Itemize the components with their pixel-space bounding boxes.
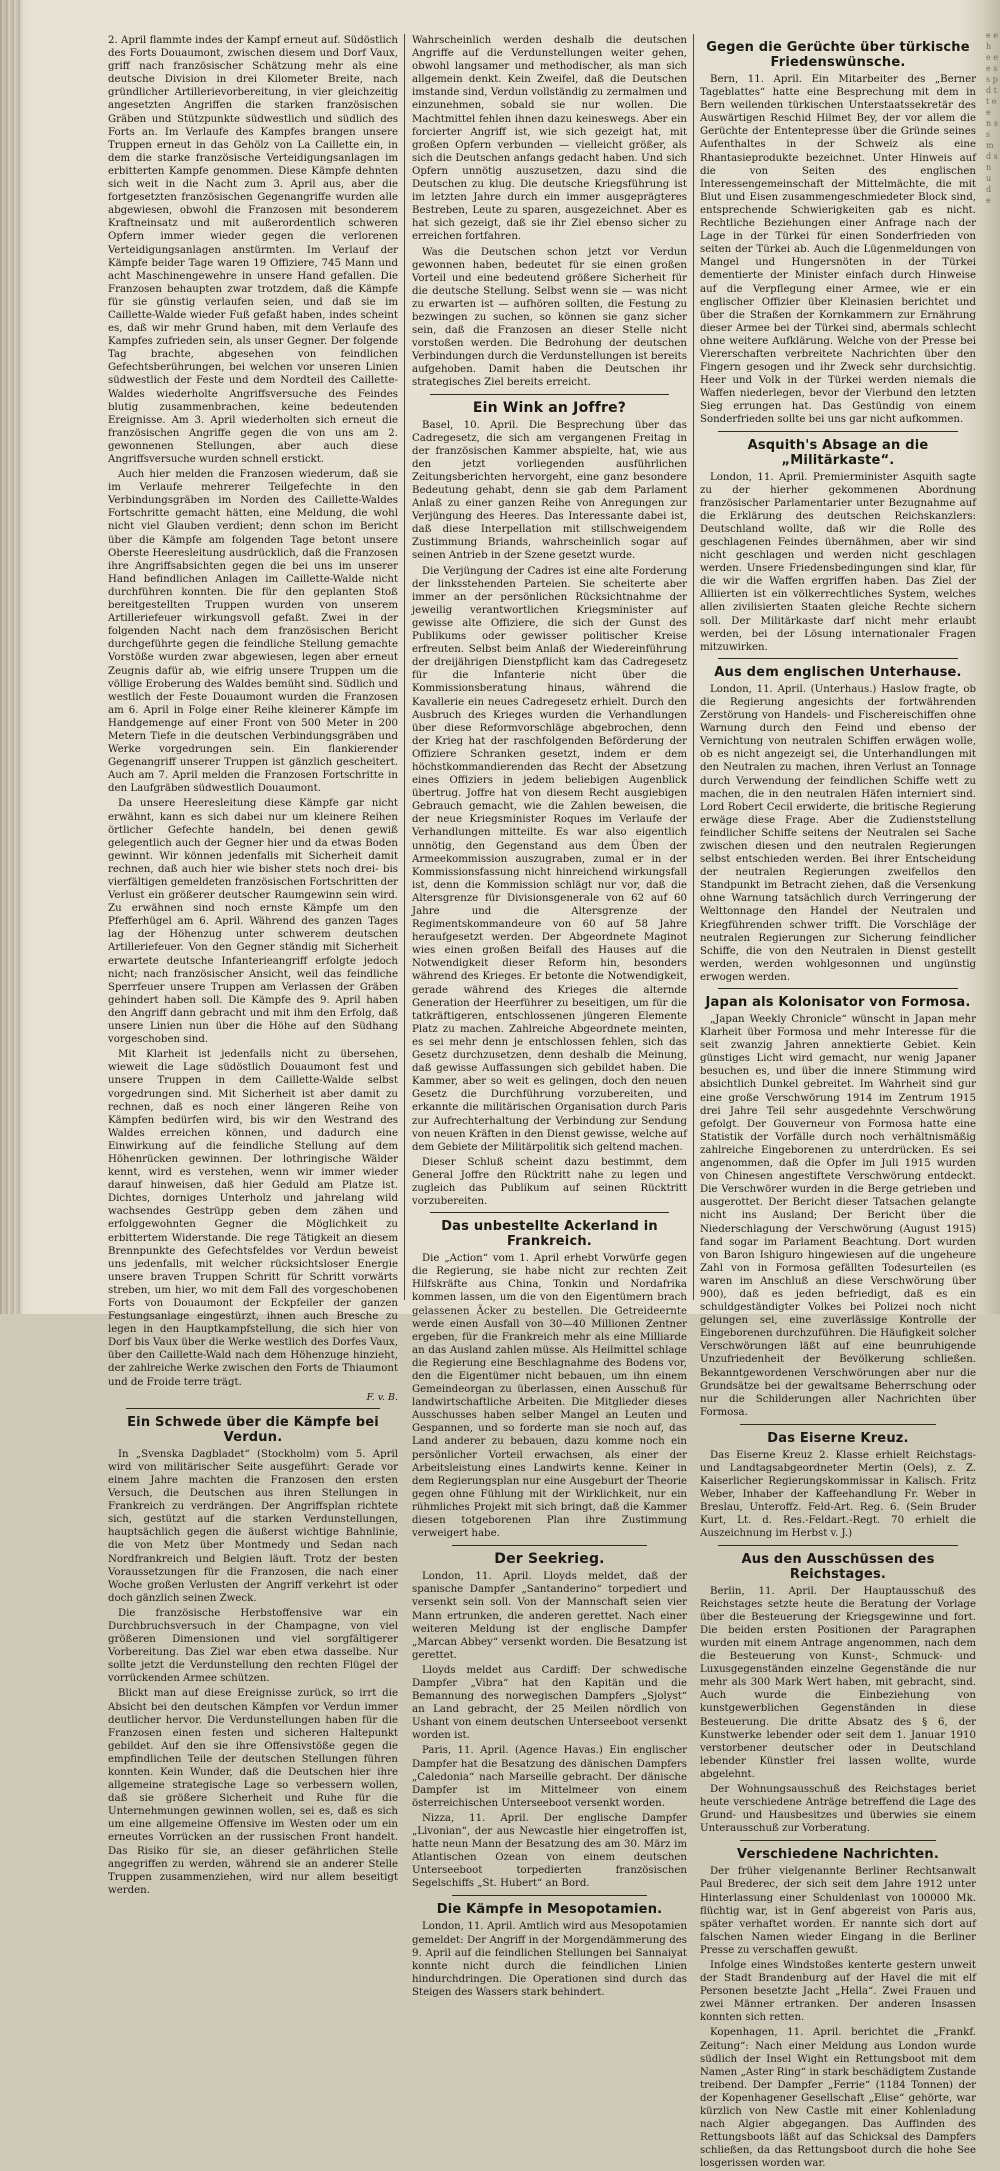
article-text: Lloyds meldet aus Cardiff: Der schwedische Dampfer „Vibra“ hat den Kapitän und die Bemannung des norwegischen Dampfers „Sjolyst“ an Land gebracht, der 25 Meilen nördlich von Ushant von einem deutschen Unterseeboot versenkt worden ist. (412, 1664, 687, 1742)
headline-japan: Japan als Kolonisator von Formosa. (705, 995, 971, 1010)
divider (430, 394, 669, 395)
divider (452, 1895, 647, 1896)
article-text: Infolge eines Windstoßes kenterte gestern unweit der Stadt Brandenburg auf der Havel die mit elf Personen besetzte Jacht „Hella“. Zwei Frauen und zwei Männer ertranken. Der anderen Insassen konnten sich retten. (700, 1960, 976, 2024)
headline-nachrichten: Verschiedene Nachrichten. (737, 1847, 939, 1863)
article-text: Der Wohnungsausschuß des Reichstages beriet heute verschiedene Anträge betreffend die Lage des Grund- und Hausbesitzes und überwies sie einem Unterausschuß zur Vorberatung. (700, 1783, 976, 1835)
article-text: Der früher vielgenannte Berliner Rechtsanwalt Paul Brederec, der sich seit dem Jahre 1912 unter Hinterlassung einer Schuldenlast von 100000 Mk. flüchtig war, ist in Genf abgereist von Paris aus, später verhaftet worden. Er nannte sich dort auf falschen Namen wieder Eingang in die Berliner Presse zu verschaffen gewußt. (700, 1866, 976, 1956)
headline-schwede: Ein Schwede über die Kämpfe bei Verdun. (127, 1414, 379, 1445)
headline-asquith: Asquith's Absage an die „Militärkaste“. (747, 437, 929, 468)
headline-eisernes-kreuz: Das Eiserne Kreuz. (767, 1430, 909, 1446)
column-3 (700, 34, 976, 2170)
article-text: Die Verjüngung der Cadres ist eine alte Forderung der linksstehenden Parteien. Sie scheiterte aber immer an der persönlichen Rücksichtnahme der jeweilig verantwortlichen Kriegsminister auf gewisse alte Offiziere, die sich der Gunst des Publikums oder gewisser politischer Kreise erfreuten. Selbst beim Anlaß der Wiedereinführung der dreijährigen Dienstpflicht kam das Cadregesetz für die Infanterie nicht über die Kommissionsberatung hinaus, während die Kavallerie ein neues Cadregesetz erhielt. Durch den Ausbruch des Krieges wurden die Verhandlungen über diese Reformvorschläge abgebrochen, denn der Krieg hat der raschfolgenden Beförderung der Offiziere Schranken gesetzt, indem er dem höchstkommandierenden das Recht der Absetzung eines Offiziers in jedem beliebigen Augenblick übertrug. Joffre hat von diesem Recht ausgiebigen Gebrauch gemacht, wie die Zahlen beweisen, die der neue Kriegsminister Roques im Verlaufe der Verhandlungen mitteilte. Es war also eigentlich unnötig, den Gegenstand aus dem Üben der Armeekommission auszugraben, zumal er in der Kommissionsfassung nicht hinreichend wirkungsfall ist, denn die Kommission schlägt nur vor, daß die Altersgrenze für Divisionsgenerale von 62 auf 60 Jahre und die Altersgrenze der Regimentskommandeure von 60 auf 58 Jahre heraufgesetzt werden. Der Abgeordnete Maginot wies einen großen Beifall des Hauses auf die Notwendigkeit dieser Reform hin, besonders während des Krieges. Er betonte die Notwendigkeit, gerade während des Krieges die alternde Generation der Heerführer zu beseitigen, um für die tatkräftigeren, entschlossenen jüngeren Elemente Platz zu machen. Zahlreiche Abgeordnete meinten, es sei mehr denn je entschlossen fehlen, sich das Gesetz durchzusetzen, denn deshalb die Meinung, daß gewisse Auffassungen sich gebildet haben. Die Kammer, aber so weit es gelingen, doch den neuen Gesetz die Durchführung vorzubereiten, und erkannte die militärischen Organisation durch Paris zur Aufrechterhaltung der Verbindung zur Sendung von neuen Kräften in den Dienst gewisse, welche auf dem Gebiete der Militärpolitik sich geltend machen. (412, 565, 687, 1153)
article-text: Kopenhagen, 11. April. berichtet die „Frankf. Zeitung“: Nach einer Meldung aus London wurde südlich der Insel Wight ein Rettungsboot mit dem Namen „Aster Ring“ in stark beschädigtem Zustande treibend. Der Dampfer „Ferrie“ (1184 Tonnen) der der Kopenhagener Gesellschaft „Elise“ gehörte, war kürzlich von New Castle mit einer Kohlenladung nach Algier abgegangen. Das Auffinden des Rettungsboots läßt auf das Schicksal des Dampfers schließen, da das Rettungsboot durch die hohe See losgerissen worden war. (700, 2027, 976, 2170)
author-signature: F. v. B. (366, 1391, 398, 1403)
article-text: Die französische Herbstoffensive war ein Durchbruchsversuch in der Champagne, von viel größeren Dimensionen und viel sorgfältigerer Vorbereitung. Das Ziel war eben etwa dasselbe. Nur sollte jetzt die Verdunstellung den rechten Flügel der vorrückenden Armee schützen. (108, 1607, 398, 1685)
article-text: Blickt man auf diese Ereignisse zurück, so irrt die Absicht bei den deutschen Kämpfen vor Verdun immer deutlicher hervor. Die Verdunstellungen haben für die Franzosen einen festen und sicheren Haltepunkt gebildet. Auf den sie ihre Offensivstöße gegen die empfindlichen Teile der deutschen Stellungen führen konnten. Kein Wunder, daß die Deutschen hier ihre allgemeine strategische Lage so verbessern wollen, daß sie größere Sicherheit und Ruhe für die Unternehmungen gewinnen wollen, sei es, daß es sich um eine allgemeine Offensive im Westen oder um ein erneutes Vorrücken an der russischen Front handelt. Das Risiko für sie, an dieser gefährlichen Stelle angegriffen zu werden, während sie an anderer Stelle Truppen zusammenziehen, wird nur allem beseitigt werden. (108, 1688, 398, 1896)
divider (452, 1545, 647, 1546)
facing-page-edge: e e h e e e s s p d t t e e n s s m d s n u d e (986, 31, 999, 205)
divider (740, 1840, 936, 1841)
headline-ackerland: Das unbestellte Ackerland in Frankreich. (441, 1219, 658, 1250)
article-text: Bern, 11. April. Ein Mitarbeiter des „Berner Tageblattes“ hatte eine Besprechung mit dem in Bern weilenden türkischen Unterstaatssekretär des Auswärtigen Reschid Hilmet Bey, der vor allem die Gerüchte der Ententepresse über die Gründe seines Aufenthaltes in der Schweiz als eine Rhantasieprodukte bezeichnet. Unter Hinweis auf die von Seiten des englischen Interessengemeinschaft der Mittelmächte, die mit Blut und Eisen zusammengeschmiedeter Block sind, entsprechende Schwierigkeiten gab es nicht. Rechtliche Beziehungen einer Anfrage nach der Lage in der Türkei für einen Sonderfrieden von seiten der Türkei ab. Auch die Lügenmeldungen von Mangel und Hungersnöten in der Türkei dementierte der Minister einfach durch Hinweise auf die Verpflegung einer Armee, wie er ein englischer Offizier über Kleinasien berichtet und über die Straßen der Kornkammern zur Ernährung dieser Armee bei der Türkei sind, abermals schlecht ohne weitere Aufklärung. Welche von der Presse bei Viererschaften verbreitete Nachrichten über den Fingern gesogen und ihr Zweck sehr durchsichtig. Heer und Volk in der Türkei werden niemals die Waffen niederlegen, bevor der Vierbund den letzten Sieg errungen hat. Das Gestündig von einem Sonderfrieden sollte bei uns gar nicht aufkommen. (700, 74, 976, 426)
article-text: London, 11. April. (Unterhaus.) Haslow fragte, ob die Regierung angesichts der fortwährenden Zerstörung von Handels- und Fischereischiffen ohne Warnung durch den Feind und ebenso der Vernichtung von neutralen Schiffen erwägen wolle, ob es nicht angezeigt sei, die Unterhandlungen mit den Neutralen zu machen, ihren Verlust an Tonnage durch Verwendung der feindlichen Schiffe wett zu machen, die in den neutralen Häfen interniert sind. Lord Robert Cecil erwiderte, die britische Regierung erwäge diese Frage. Aber die Zudienststellung feindlicher Schiffe seitens der Neutralen sei Sache zwischen diesen und den neutralen Regierungen selbst entschieden werden. Bei ihrer Entscheidung der neutralen Regierungen zweifellos den Standpunkt im Betracht ziehen, daß die Versenkung ohne Warnung tatsächlich durch Verringerung der Welttonnage den Handel der Neutralen und Kriegführenden schwer trifft. Die Vorschläge der neutralen Regierungen zur Sicherung feindlicher Schiffe, die von den Neutralen in Dienst gestellt werden, werden wohlgesonnen und ungünstig erwogen werden. (700, 683, 976, 983)
divider (718, 658, 958, 659)
divider (718, 431, 958, 432)
headline-mesopotamien: Die Kämpfe in Mesopotamien. (436, 1902, 663, 1918)
headline-joffre: Ein Wink an Joffre? (472, 399, 627, 416)
divider (740, 1424, 936, 1425)
article-text: 2. April flammte indes der Kampf erneut auf. Südöstlich des Forts Douaumont, zwischen diesem und Dorf Vaux, griff nach französischer Schätzung mehr als eine deutsche Division in drei Kilometer Breite, nach gründlicher Artillerievorbereitung, in vier gleichzeitig angesetzten Angriffen die starken französischen Gräben und Stützpunkte südwestlich und südlich des Forts an. Im Verlaufe des Kampfes brangen unsere Truppen erneut in das Gehölz von La Caillette ein, in dem die starke französische Verteidigungsanlagen im erbitterten Kampfe genommen. Diese Kämpfe dehnten sich weit in die Nacht zum 3. April aus, aber die fortgesetzten französischen Gegenangriffe wurden alle abgewiesen, obwohl die Franzosen mit besonderem Kraftneinsatz und mit außerordentlich schweren Opfern immer wieder gegen die verlorenen Verteidigungsanlagen anstürmten. Im Verlauf der Kämpfe beider Tage waren 19 Offiziere, 745 Mann und acht Maschinengewehre in unsere Hand gefallen. Die Franzosen behaupten zwar trotzdem, daß die Kämpfe für sie günstig verlaufen seien, und daß sie im Caillette-Walde wieder Fuß gefaßt haben, indes scheint es, daß wir mehr Grund haben, mit dem Verlaufe des Kampfes zufrieden sein, als unser Gegner. Der folgende Tag brachte, abgesehen von feindlichen Gefechtsberührungen, bei welchen vor unseren Linien südwestlich der Feste und dem Nordteil des Caillette-Waldes wiederholte Angriffsversuche des Feindes blutig zusammenbrachen, keine bedeutenden Ereignisse. Am 3. April wiederholten sich erneut die französischen Angriffe gegen die von uns am 2. gewonnenen Stellungen, aber auch diese Angriffsversuche wurden schnell erstickt. (108, 35, 398, 465)
binding-gutter (0, 0, 22, 1314)
article-text: Basel, 10. April. Die Besprechung über das Cadregesetz, die sich am vergangenen Freitag in der französischen Kammer abspielte, hat, wie aus den jetzt vorliegenden ausführlichen Zeitungsberichten hervorgeht, eine ganz besondere Bedeutung gehabt, denn sie gab dem Parlament Anlaß zu einer ganzen Reihe von Anregungen zur Verjüngung des Heeres. Das Interessante dabei ist, daß diese Interpellation mit stillschweigendem Zustimmung Briands, wahrscheinlich sogar auf seinen Antrieb in der Szene gesetzt wurde. (412, 419, 687, 562)
article-text: Was die Deutschen schon jetzt vor Verdun gewonnen haben, bedeutet für sie einen großen Vorteil und eine bedeutend größere Sicherheit für die deutsche Stellung. Selbst wenn sie — was nicht zu erwarten ist — aufhören sollten, die Festung zu bezwingen zu suchen, so können sie ganz sicher sein, daß die Franzosen an dieser Stelle nicht vorstoßen werden. Die Bedrohung der deutschen Verbindungen durch die Verdunstellungen ist bereits aufgehoben. Damit haben die Deutschen ihr strategisches Ziel bereits erreicht. (412, 246, 687, 389)
column-1 (108, 34, 398, 1896)
headline-seekrieg: Der Seekrieg. (494, 1551, 605, 1568)
headline-reichstag: Aus den Ausschüssen des Reichstages. (741, 1551, 935, 1582)
article-text: Das Eiserne Kreuz 2. Klasse erhielt Reichstags- und Landtagsabgeordneter Mertin (Oels), z. Z. Kaiserlicher Regierungskommissar in Kalisch. Fritz Weber, Inhaber der Kaffeehandlung Fr. Weber in Breslau, Unteroffz. Feld-Art. Reg. 6. (Sein Bruder Kurt, Lt. d. Res.-Feldart.-Regt. 70 erhielt die Auszeichnung im Herbst v. J.) (700, 1449, 976, 1540)
article-text: Die „Action“ vom 1. April erhebt Vorwürfe gegen die Regierung, sie habe nicht zur rechten Zeit Hilfskräfte aus China, Tonkin und Nordafrika kommen lassen, um die von den Eigentümern brach gelassenen Äcker zu bestellen. Die Getreideernte werde einen Ausfall von 30—40 Millionen Zentner ergeben, für die Frankreich mehr als eine Milliarde an das Ausland zahlen müsse. Als Heilmittel schlage die Regierung eine Beschlagnahme des Bodens vor, den die Eigentümer nicht bebauen, um ihn einem Gemeindeorgan zu überlassen, einen Ausschuß für landwirtschaftliche Arbeiten. Die Mitglieder dieses Ausschusses haben selber Mangel an Leuten und Gespannen, und so forderte man sie noch auf, das Land anderer zu bebauen, dazu komme noch ein persönlicher Vorteil erwachsen, als einer der Arbeitsleistung eines Landwirts kenne. Keiner in dem Regierungsplan nur eine Ausgeburt der Theorie gegen ohne Fühlung mit der Wirklichkeit, nur ein rühmliches Projekt mit sich bringt, daß die Kammer diesen totgeborenen Plan ihre Zustimmung verweigert habe. (412, 1253, 687, 1540)
divider (126, 1408, 380, 1409)
article-text: „Japan Weekly Chronicle“ wünscht in Japan mehr Klarheit über Formosa und mehr Interesse für die seit zwanzig Jahren annektierte Gebiet. Kein günstiges Licht wird gemacht, nur wenig Japaner besuchen es, und über die innere Stimmung wird absichtlich Dunkel gebreitet. Im Wahrheit sind gur eine große Verschwörung 1914 im Zentrum 1915 drei Jahre Teil sehr ausgedehnte Verschwörung gefolgt. Der Gouverneur von Formosa hatte eine Statistik der Vorfälle durch noch verhältnismäßig zahlreiche Eingeborenen zu unterdrücken. Es sei angenommen, daß die Opfer im Juli 1915 wurden von Chinesen angestiftete Verschwörung entdeckt. Die Verschwörer wurden in die Berge getrieben und ausgerottet. Der Bericht dieser Tatsachen gelangte nicht ins Ausland; Der Bericht über die Niederschlagung der Verschwörung (August 1915) fand sogar im Parlament Beachtung. Dort wurden von Baron Ishiguro hingewiesen auf die ungeheure Zahl von in Formosa gefällten Todesurteilen (es waren im Anschluß an diese Verschwörung über 900), daß es jeden befriedigt, daß es ein schuldgeständigter Volkes bei Polizei noch nicht gelungen sei, eine zuverlässige Kontrolle der Eingeborenen durchzuführen. Die Häufigkeit solcher Verschwörungen läßt auf eine beunruhigende Unzufriedenheit der Bevölkerung schließen. Bekanntgewordenen Verschwörungen aber nur die Grundsätze bei der gewaltsame Beherrschung oder nur die Schilderungen aller Nachrichten über Formosa. (700, 1014, 976, 1418)
divider (718, 1545, 958, 1546)
article-text: London, 11. April. Premierminister Asquith sagte zu der hierher gekommenen Abordnung französischer Parlamentarier unter Bezugnahme auf die Erklärung des deutschen Reichskanzlers: Deutschland wollte, daß wir die Rolle des geschlagenen Feindes übernähmen, aber wir sind nicht geschlagen und werden nicht geschlagen werden. Unsere Friedensbedingungen sind klar, für die wir die Waffen ergriffen haben. Das Ziel der Alliierten ist ein völkerrechtliches System, welches allen zivilisierten Staaten gleiche Rechte sichern soll. Der Militärkaste darf nicht mehr erlaubt werden, bei der Lösung internationaler Fragen mitzuwirken. (700, 471, 976, 653)
article-text: Nizza, 11. April. Der englische Dampfer „Livonian“, der aus Newcastle hier eingetroffen ist, hatte neun Mann der Besatzung des am 30. März im Atlantischen Ozean von einem deutschen Unterseeboot torpedierten französischen Segelschiffs „St. Hubert“ an Bord. (412, 1812, 687, 1890)
column-rule (404, 34, 405, 1300)
article-text: In „Svenska Dagbladet“ (Stockholm) vom 5. April wird von militärischer Seite ausgeführt: Gerade vor einem Jahre machten die Franzosen den ersten Versuch, die Deutschen aus ihren Stellungen in Frankreich zu verdrängen. Der Angriffsplan richtete sich, gestützt auf die starken Verdunstellungen, hauptsächlich gegen die äußerst wichtige Bahnlinie, die von Metz über Montmedy und Sedan nach Nordfrankreich und Belgien läuft. Trotz der besten Voraussetzungen für die Franzosen, die nach einer Woche großen Verlusten der Angriff verkehrt ist oder doch gänzlich seinen Zweck. (108, 1448, 398, 1604)
article-text: Paris, 11. April. (Agence Havas.) Ein englischer Dampfer hat die Besatzung des dänischen Dampfers „Caledonia“ nach Marseille gebracht. Der dänische Dampfer ist im Mittelmeer von einem österreichischen Unterseeboot versenkt worden. (412, 1745, 687, 1809)
divider (718, 988, 958, 989)
headline-unterhaus: Aus dem englischen Unterhause. (714, 664, 962, 680)
column-rule (693, 34, 694, 1300)
column-2 (412, 34, 687, 1998)
article-text: Wahrscheinlich werden deshalb die deutschen Angriffe auf die Verdunstellungen weiter gehen, obwohl langsamer und methodischer, als man sich allgemein denkt. Kein Zweifel, daß die Deutschen imstande sind, Verdun vollständig zu zermalmen und einzunehmen, sobald sie nur wollen. Die Machtmittel fehlen ihnen dazu keineswegs. Aber ein forcierter Angriff ist, wie sich gezeigt hat, mit großen Opfern verbunden — vielleicht größer, als sich die Deutschen anfangs gedacht haben. Und sich Opfern unnötig auszusetzen, dazu sind die Deutschen zu klug. Die deutsche Kriegsführung ist im letzten Jahre durch ein immer ausgeprägteres Bestreben, Leute zu sparen, ausgezeichnet. Aber es hat sich gezeigt, daß sie ihr Ziel ebenso sicher zu erreichen fortfahren. (412, 35, 687, 243)
headline-tuerkei: Gegen die Gerüchte über türkische Friedenswünsche. (706, 40, 970, 70)
article-text: London, 11. April. Lloyds meldet, daß der spanische Dampfer „Santanderino“ torpediert und versenkt sein soll. Von der Mannschaft seien vier Mann ertrunken, die anderen gerettet. Nach einer weiteren Meldung ist der englische Dampfer „Marcan Abbey“ versenkt worden. Die Besatzung ist gerettet. (412, 1571, 687, 1661)
article-text: Mit Klarheit ist jedenfalls nicht zu übersehen, wieweit die Lage südöstlich Douaumont fest und unsere Truppen in dem Caillette-Walde selbst vorgedrungen sind. Mit Sicherheit ist aber damit zu rechnen, daß es noch einer längeren Reihe von Kämpfen bedürfen wird, bis wir den Westrand des Waldes erreichen können, und dadurch eine Einwirkung auf die feindliche Stellung auf dem Höhenrücken gewinnen. Der lothringische Wälder kennt, wird es verstehen, wenn wir immer wieder darauf hinweisen, daß hier Geduld am Platze ist. Dichtes, dorniges Unterholz und jahrelang wild wachsendes Gestrüpp geben dem zähen und erfolggewohnten Gegner die Möglichkeit zu erbittertem Widerstande. Die rege Tätigkeit an diesem Brennpunkte des Gefechtsfeldes vor Verdun beweist uns jedenfalls, mit welcher rücksichtsloser Energie unsere braven Truppen Schritt für Schritt vorwärts streben, um hier, wo mit dem Fall des vorgeschobenen Forts von Douaumont der Eckpfeiler der ganzen Festungsanlage eingestürzt, ihnen auch Bresche zu legen in den Hauptkampfstellung, die sich hier von Dorf bis Vaux über die Werke westlich des Dorfes Vaux, über den Caillette-Wald nach dem Höhenzuge hinzieht, der zahlreiche Werke zwischen den Forts de Thiaumont und de Froide terre trägt. (108, 1049, 398, 1388)
divider (430, 1212, 669, 1213)
article-text: Berlin, 11. April. Der Hauptausschuß des Reichstages setzte heute die Beratung der Vorlage über die Besteuerung der Kriegsgewinne und fort. Die beiden ersten Positionen der Paragraphen wurden mit einem Antrage angenommen, nach dem die Besteuerung von Kunst-, Schmuck- und Luxusgegenständen einzelne Gegenstände die nur mehr als 300 Mark Wert haben, mit gebracht, sind. Auch wurde die Einbeziehung von kunstgewerblichen Gegenständen in diese Besteuerung. Die dritte Absatz des § 6, der Kunstwerke lebender oder seit dem 1. Januar 1910 verstorbener deutscher oder in Deutschland lebender Künstler frei lassen wollte, wurde abgelehnt. (700, 1585, 976, 1780)
article-text: Da unsere Heeresleitung diese Kämpfe gar nicht erwähnt, kann es sich dabei nur um kleinere Reihen örtlicher Gefechte handeln, bei denen gewiß gelegentlich auch der Gegner hier und da etwas Boden gewinnt. Wir können jedenfalls mit Sicherheit damit rechnen, daß auch hier wie bisher stets noch drei- bis vierfältigen gemeldeten französischen Fortschritten der Verlust ein größerer deutscher Raumgewinn sein wird. Zu erwähnen sind noch ernste Kämpfe um den Pfefferhügel am 6. April. Während des ganzen Tages lag der Höhenzug unter schwerem deutschen Artilleriefeuer. Von den Gegner ständig mit Sicherheit erwartete deutsche Infanterieangriff erfolgte jedoch nicht; nach französischer Ansicht, weil das feindliche Sperrfeuer unsere Truppen am Verlassen der Gräben gehindert haben soll. Die Kämpfe des 9. April haben den Angriff dann gebracht und mit ihm den Erfolg, daß unsere Linien nun über die Höhe auf den Südhang vorgeschoben sind. (108, 798, 398, 1046)
article-text: Dieser Schluß scheint dazu bestimmt, dem General Joffre den Rücktritt nahe zu legen und zugleich das Publikum auf seinen Rücktritt vorzubereiten. (412, 1156, 687, 1208)
article-text: London, 11. April. Amtlich wird aus Mesopotamien gemeldet: Der Angriff in der Morgendämmerung des 9. April auf die feindlichen Stellungen bei Sannaiyat konnte nicht durch die feindlichen Linien hindurchdringen. Die Operationen sind durch das Steigen des Wassers stark behindert. (412, 1921, 687, 1998)
article-text: Auch hier melden die Franzosen wiederum, daß sie im Verlaufe mehrerer Teilgefechte in den Verbindungsgräben im Norden des Caillette-Waldes Fortschritte gemacht hätten, eine Meldung, die wohl nicht viel Glauben verdient; denn schon im Bericht über die Kämpfe am folgenden Tage betont unsere Oberste Heeresleitung ausdrücklich, daß die Franzosen ihre Angriffsabsichten gegen die bei uns im unserer Hand befindlichen Anlagen im Caillette-Walde nicht durchführen konnten. Die für den geplanten Stoß bereitgestellten Truppen wurden von unserem Artilleriefeuer wirkungsvoll gefaßt. Zwei in der folgenden Nacht nach dem französischen Bericht durchgeführte gegen die feindliche Stellung gemachte Vorstöße wurden zwar abgewiesen, legen aber erneut Zeugnis dafür ab, wie eifrig unsere Truppen um die völlige Eroberung des Waldes bemüht sind. Südlich und westlich der Feste Douaumont wurden die Franzosen am 6. April in Folge einer Reihe kleinerer Kämpfe im Handgemenge auf einer Front von 500 Meter in 200 Metern Tiefe in die deutschen Verbindungsgräben und Werke vorgedrungen sein. Ein flankierender Gegenangriff unserer Truppen ist gänzlich gescheitert. Auch am 7. April melden die Franzosen Fortschritte in den Laufgräben südwestlich Douaumont. (108, 469, 398, 795)
